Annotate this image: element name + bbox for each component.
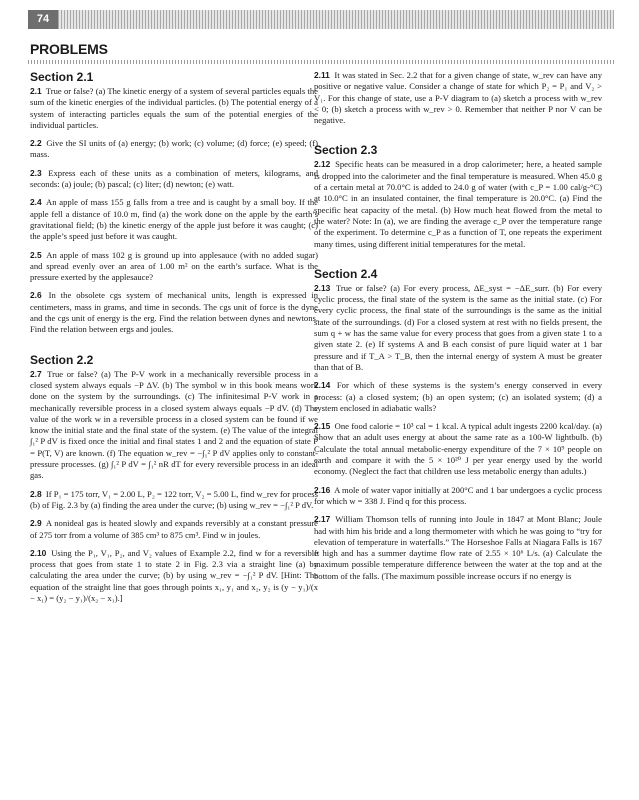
- problem-number: 2.4: [30, 197, 42, 208]
- problem-2-8: [30, 489, 318, 512]
- problem-2-16: [314, 485, 602, 508]
- problem-number: 2.11: [314, 70, 330, 80]
- problem-text: True or false? (a) For every process, ΔE_syst = −ΔE_surr. (b) For every cyclic process, the final state of the system is the same as the initial state. (c) For every cyclic process, the final state of the surroundings is the same as the initial state of the surroundings. (d) For a closed system at rest with no fields present, the sum q + w has the same value for every process that goes from a given state 1 to a given state 2. (e) If systems A and B each consist of pure liquid water at 1 bar pressure and if T_A > T_B, then the internal energy of system A must be greater than that of B.: [314, 282, 603, 372]
- problem-2-11: [314, 70, 602, 126]
- problem-text: One food calorie = 10³ cal = 1 kcal. A typical adult ingests 2200 kcal/day. (a) Show that an adult uses energy at about the same rate as a 100-W lightbulb. (b) Calculate the total annual metabolic-energy expenditure of the 7 × 10⁹ people on earth and compare it with the 5 × 10²⁰ J per year energy used by the world economy. (Neglect the fact that children use less metabolic energy than adults.): [314, 421, 602, 477]
- problem-2-17: [314, 514, 602, 582]
- page-number: 74: [28, 10, 58, 29]
- section-heading-2-2: Section 2.2: [30, 352, 94, 367]
- section-gap: [30, 343, 318, 353]
- problem-2-13: [314, 283, 602, 373]
- problem-number: 2.12: [314, 159, 331, 170]
- problem-text: If P₁ = 175 torr, V₁ = 2.00 L, P₂ = 122 torr, V₂ = 5.00 L, find w_rev for process (b) of Fig. 2.3 by (a) finding the area under the curve; (b) using w_rev = −∫₁² P dV.: [30, 488, 318, 510]
- section-gap: [314, 257, 602, 267]
- problem-2-3: [30, 168, 318, 191]
- problem-number: 2.10: [30, 547, 47, 558]
- problem-2-15: [314, 421, 602, 477]
- problem-text: It was stated in Sec. 2.2 that for a given change of state, w_rev can have any positive or negative value. Consider a change of state for which P₂ = P₁ and V₂ > V₁. For this change of state, use a P-V diagram to (a) sketch a process with w_rev < 0; (b) sketch a process with w_rev > 0. Remember that neither P nor V can be negative.: [314, 70, 602, 126]
- problem-text: Give the SI units of (a) energy; (b) work; (c) volume; (d) force; (e) speed; (f) mass.: [30, 138, 318, 160]
- problem-2-10: [30, 548, 318, 604]
- section-heading-2-3: Section 2.3: [314, 143, 378, 158]
- problem-text: True or false? (a) The P-V work in a mechanically reversible process in a closed system always equals −P ΔV. (b) The symbol w in this book means work done on the system by the surroundings. (c) The infinitesimal P-V work in a mechanically reversible process in a closed system always equals −P dV. (d) The value of the work w in a reversible process in a closed system can be found if we know the initial state and the final state of the system. (e) The value of the integral ∫₁² P dV is fixed once the initial and final states 1 and 2 and the equation of state P = P(T, V) are known. (f) The equation w_rev = −∫₁² P dV applies only to constant-pressure processes. (g) ∫₁² P dV = ∫₁² nR dT for every reversible process in an ideal gas.: [30, 368, 318, 481]
- problem-2-5: [30, 250, 318, 284]
- problem-number: 2.1: [30, 86, 42, 96]
- right-column: [314, 70, 602, 589]
- problem-2-6: [30, 290, 318, 335]
- problem-text: An apple of mass 102 g is ground up into applesauce (with no added sugar) and spread evenly over an area of 1.00 m² on the earth’s surface. What is the pressure exerted by the applesauce?: [30, 249, 318, 283]
- problem-number: 2.14: [314, 380, 331, 391]
- problem-text: An apple of mass 155 g falls from a tree and is caught by a small boy. If the apple fell a distance of 10.0 m, find (a) the work done on the apple by the earth’s gravitational field; (b) the kinetic energy of the apple just before it was caught; (c) the apple’s speed just before it was caught.: [30, 197, 318, 242]
- heading-rule: [28, 60, 614, 64]
- problem-number: 2.13: [314, 282, 331, 293]
- problem-2-2: [30, 138, 318, 161]
- problem-number: 2.15: [314, 421, 331, 432]
- problem-text: Specific heats can be measured in a drop calorimeter; here, a heated sample is dropped into the calorimeter and the final temperature is measured. When 45.0 g of a certain metal at 70.0°C is added to 24.0 g of water (with c_P = 1.00 cal/g-°C) at 10.0°C in an insulated container, the final temperature is 20.0°C. (a) Find the specific heat capacity of the metal. (b) How much heat flowed from the metal to the water? Note: In (a), we are finding the average c_P over the temperature range of the experiment. To determine c_P as a function of T, one repeats the experiment many times, using different initial temperatures for the metal.: [314, 159, 602, 249]
- problem-number: 2.16: [314, 484, 331, 495]
- section-heading-2-1: Section 2.1: [30, 70, 94, 84]
- problem-number: 2.5: [30, 249, 42, 260]
- problem-number: 2.7: [30, 368, 42, 379]
- problem-2-1: [30, 86, 318, 131]
- problem-text: A nonideal gas is heated slowly and expands reversibly at a constant pressure of 275 torr from a volume of 385 cm³ to 875 cm³. Find w in joules.: [30, 518, 318, 540]
- problem-2-12: [314, 159, 602, 249]
- left-column: [30, 70, 318, 611]
- problem-number: 2.6: [30, 290, 42, 301]
- section-gap: [314, 133, 602, 143]
- problem-number: 2.17: [314, 514, 331, 525]
- problem-text: Express each of these units as a combination of meters, kilograms, and seconds: (a) joule; (b) pascal; (c) liter; (d) newton; (e) watt.: [30, 167, 319, 190]
- problem-2-9: [30, 518, 318, 541]
- problem-number: 2.3: [30, 167, 42, 178]
- problem-number: 2.9: [30, 518, 42, 529]
- page-heading: PROBLEMS: [30, 41, 108, 57]
- problem-number: 2.2: [30, 138, 42, 149]
- problem-text: True or false? (a) The kinetic energy of a system of several particles equals the sum of the kinetic energies of the individual particles. (b) The potential energy of a system of interacting particles equals the sum of the potential energies of the individual particles.: [30, 86, 318, 130]
- problem-text: In the obsolete cgs system of mechanical units, length is expressed in centimeters, mass in grams, and time in seconds. The cgs unit of force is the dyne and the cgs unit of energy is the erg. Find the relation between dynes and newtons. Find the relation between ergs and joules.: [30, 290, 318, 335]
- section-heading-2-4: Section 2.4: [314, 266, 378, 281]
- header-bar: [58, 10, 614, 29]
- problem-text: For which of these systems is the system’s energy conserved in every process: (a) a closed system; (b) an open system; (c) an isolated system; (d) a system enclosed in adiabatic walls?: [314, 380, 602, 413]
- problem-text: A mole of water vapor initially at 200°C and 1 bar undergoes a cyclic process for which w = 338 J. Find q for this process.: [314, 484, 602, 506]
- problem-2-7: [30, 369, 318, 482]
- problem-2-14: [314, 380, 602, 414]
- problem-text: Using the P₁, V₁, P₂, and V₂ values of Example 2.2, find w for a reversible process that goes from state 1 to state 2 in Fig. 2.3 via a straight line (a) by calculating the area under the curve; (b) by using w_rev = −∫₁² P dV. [Hint: The equation of the straight line that goes through points x₁, y₁ and x₂, y₂ is (y − y₁)/(x − x₁) = (y₂ − y₁)/(x₂ − x₁).]: [30, 547, 318, 603]
- problem-2-4: [30, 197, 318, 242]
- problem-number: 2.8: [30, 488, 42, 499]
- problem-text: William Thomson tells of running into Joule in 1847 at Mont Blanc; Joule had with him his bride and a long thermometer with which he was going to “try for elevation of temperature in waterfalls.” The Horseshoe Falls at Niagara Falls is 167 ft high and has a summer daytime flow rate of 2.55 × 10⁶ L/s. (a) Calculate the maximum possible temperature difference between the water at the top and at the bottom of the falls. (The maximum possible increase occurs if no energy is: [314, 514, 602, 581]
